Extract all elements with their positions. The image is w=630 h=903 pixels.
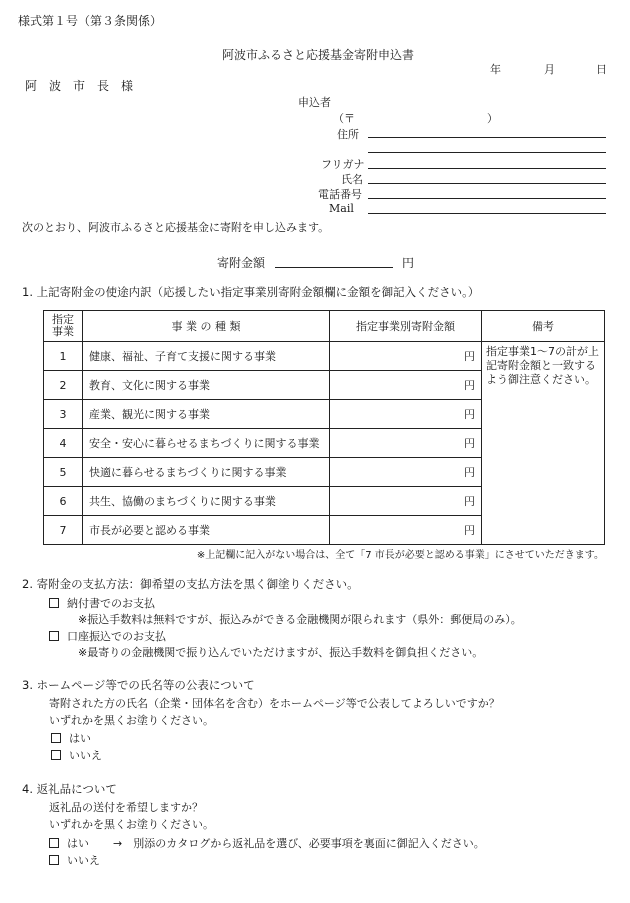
section3-heading: 3. ホームページ等での氏名等の公表について [22,678,255,692]
checkbox-publication-yes[interactable] [51,733,61,743]
name-label: 氏名 [341,173,363,186]
phone-field[interactable] [368,198,606,199]
row-amount-field[interactable]: 円 [330,487,482,516]
address-label: 住所 [337,128,359,141]
addressee: 阿 波 市 長 様 [25,79,134,93]
postal-code-field[interactable]: （〒 ） [333,112,498,125]
col-note-header: 備考 [482,311,605,342]
gift-instruction: いずれかを黒くお塗りください。 [49,818,214,831]
table-footnote: ※上記欄に記入がない場合は、全て「7 市長が必要と認める事業」にさせていただきます。 [196,550,604,561]
row-amount-field[interactable]: 円 [330,458,482,487]
row-name: 安全・安心に暮らせるまちづくりに関する事業 [83,429,330,458]
row-no: 4 [44,429,83,458]
gift-question: 返礼品の送付を希望しますか？ [49,801,203,814]
payment-option-invoice[interactable] [49,595,155,611]
mail-field[interactable] [368,213,606,214]
row-name: 共生、協働のまちづくりに関する事業 [83,487,330,516]
col-name-header: 事 業 の 種 類 [83,311,330,342]
gift-yes-note: → 別添のカタログから返礼品を選び、必要事項を裏面に御記入ください。 [113,837,485,850]
row-no: 1 [44,342,83,371]
row-amount-field[interactable]: 円 [330,371,482,400]
gift-no-label: いいえ [67,854,100,867]
table-header-row [44,311,605,342]
col-no-header: 指定事業 [44,311,83,342]
checkbox-gift-no[interactable] [49,855,59,865]
checkbox-gift-yes[interactable] [49,838,59,848]
invoice-note: ※振込手数料は無料ですが、振込みができる金融機関が限られます（県外：郵便局のみ）。 [78,613,522,626]
row-no: 6 [44,487,83,516]
table-row [44,342,605,371]
publication-no-option[interactable] [51,747,102,763]
intro-text: 次のとおり、阿波市ふるさと応援基金に寄附を申し込みます。 [22,221,330,234]
row-name: 教育、文化に関する事業 [83,371,330,400]
amount-field[interactable] [275,267,393,268]
row-amount-field[interactable]: 円 [330,516,482,545]
checkbox-transfer[interactable] [49,631,59,641]
publication-question: 寄附された方の氏名（企業・団体名を含む）をホームページ等で公表してよろしいですか？ [49,697,500,710]
publication-yes-label: はい [69,732,91,745]
mail-label: Mail [329,202,354,215]
publication-instruction: いずれかを黒くお塗りください。 [49,714,214,727]
row-name: 快適に暮らせるまちづくりに関する事業 [83,458,330,487]
transfer-label: 口座振込でのお支払 [67,630,166,643]
invoice-label: 納付書でのお支払 [67,597,155,610]
gift-no-option[interactable] [49,852,100,868]
designation-table [43,310,605,545]
section2-heading: 2. 寄附金の支払方法：御希望の支払方法を黒く御塗りください。 [22,577,359,591]
publication-no-label: いいえ [69,749,102,762]
note-cell: 指定事業1～7の計が上記寄附金額と一致するよう御注意ください。 [482,342,605,545]
name-field[interactable] [368,183,606,184]
date-month-label: 月 [544,63,555,76]
section4-heading: 4. 返礼品について [22,782,117,796]
checkbox-invoice[interactable] [49,598,59,608]
row-name: 市長が必要と認める事業 [83,516,330,545]
row-amount-field[interactable]: 円 [330,429,482,458]
publication-yes-option[interactable] [51,730,91,746]
row-name: 産業、観光に関する事業 [83,400,330,429]
address-field-2[interactable] [368,152,606,153]
row-amount-field[interactable]: 円 [330,342,482,371]
address-field[interactable] [368,137,606,138]
row-name: 健康、福祉、子育て支援に関する事業 [83,342,330,371]
section1-heading: 1. 上記寄附金の使途内訳（応援したい指定事業別寄附金額欄に金額を御記入ください。） [22,285,480,299]
amount-label: 寄附金額 [217,256,266,270]
phone-label: 電話番号 [318,188,362,201]
gift-yes-label: はい [67,837,89,850]
form-number: 様式第１号（第３条関係） [18,14,163,28]
row-no: 7 [44,516,83,545]
checkbox-publication-no[interactable] [51,750,61,760]
row-no: 3 [44,400,83,429]
col-amount-header: 指定事業別寄附金額 [330,311,482,342]
applicant-label: 申込者 [298,96,331,109]
transfer-note: ※最寄りの金融機関で振り込んでいただけますが、振込手数料を御負担ください。 [78,646,484,659]
gift-yes-option[interactable] [49,835,89,851]
row-no: 2 [44,371,83,400]
row-amount-field[interactable]: 円 [330,400,482,429]
payment-option-transfer[interactable] [49,628,166,644]
furigana-label: フリガナ [321,158,365,171]
date-day-label: 日 [596,63,607,76]
amount-unit: 円 [402,256,415,270]
row-no: 5 [44,458,83,487]
date-year-label: 年 [490,63,501,76]
furigana-field[interactable] [368,168,606,169]
page-title: 阿波市ふるさと応援基金寄附申込書 [222,48,415,62]
